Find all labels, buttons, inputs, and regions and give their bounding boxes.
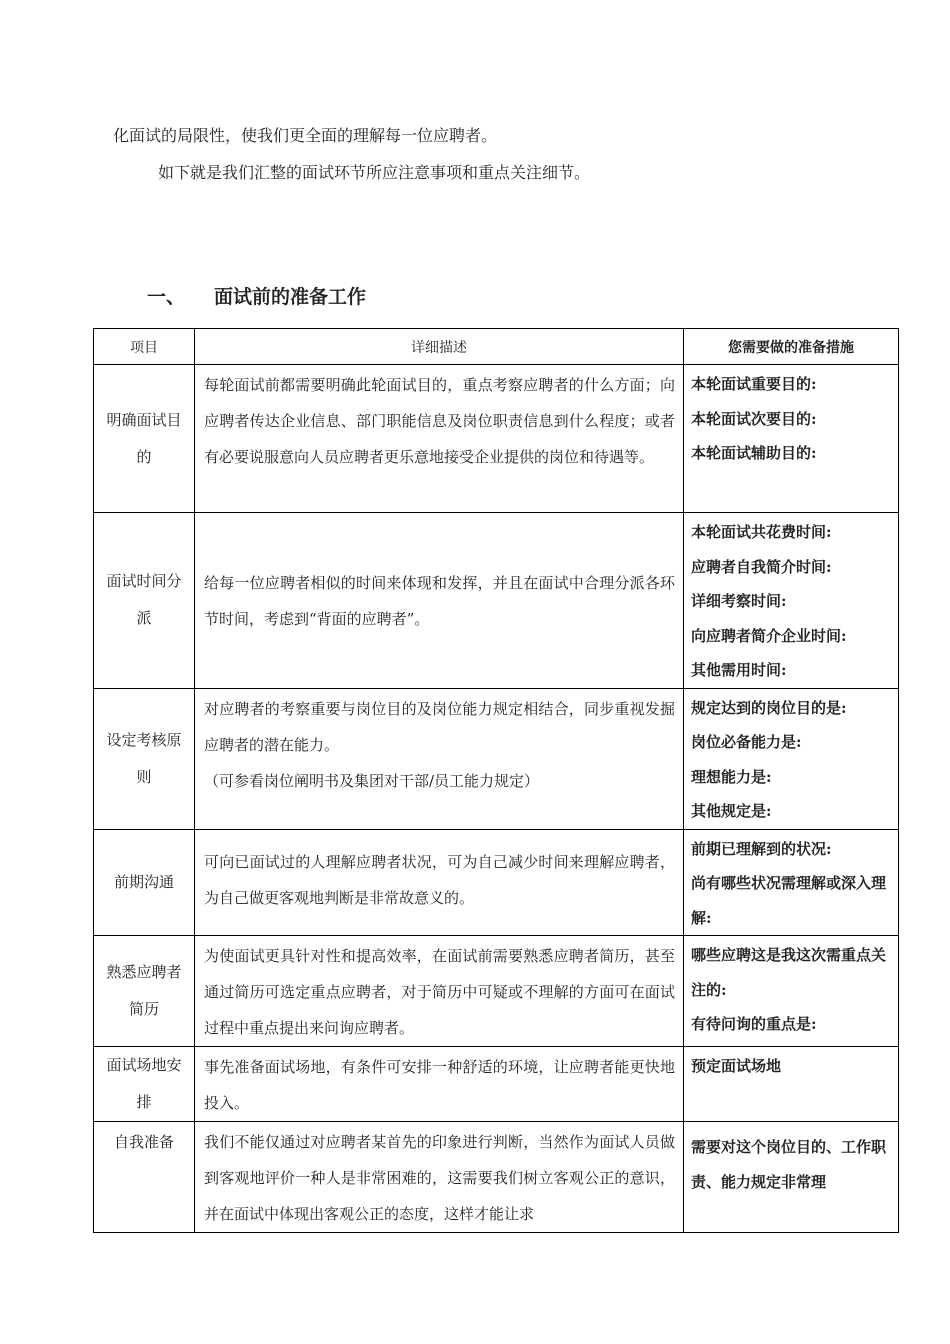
measure-item: 预定面试场地 (691, 1057, 782, 1075)
measure-item: 岗位必备能力是: (691, 733, 802, 751)
description-note: （可参看岗位阐明书及集团对干部/员工能力规定） (204, 771, 540, 790)
row-description (195, 513, 684, 689)
table-row (94, 1122, 899, 1233)
table-row (94, 365, 899, 513)
table-row (94, 829, 899, 936)
measure-item: 规定达到的岗位目的是: (691, 698, 847, 717)
header-measures: 您需要做的准备措施 (684, 329, 899, 365)
table-row (94, 513, 899, 689)
measure-item: 其他需用时间: (691, 661, 787, 679)
row-item: 面试场地安排 (94, 1047, 195, 1122)
row-measures (684, 1122, 899, 1233)
row-item: 自我准备 (94, 1122, 195, 1233)
description-text: 对应聘者的考察重要与岗位目的及岗位能力规定相结合，同步重视发掘应聘者的潜在能力。 (204, 699, 675, 754)
row-item: 前期沟通 (94, 829, 195, 936)
section-title: 面试前的准备工作 (214, 286, 367, 308)
row-description (195, 1122, 684, 1233)
description-text: 给每一位应聘者相似的时间来体现和发挥，并且在面试中合理分派各环节时间，考虑到“背面的应聘者”。 (204, 574, 675, 629)
table-row (94, 688, 899, 829)
row-item: 熟悉应聘者简历 (94, 936, 195, 1047)
measure-item: 前期已理解到的状况: (691, 839, 832, 858)
measure-item: 本轮面试重要目的: (691, 375, 817, 393)
measure-item: 哪些应聘这是我这次需重点关注的: (691, 946, 887, 999)
header-item: 项目 (94, 329, 195, 365)
header-description: 详细描述 (195, 329, 684, 365)
preparation-table (93, 328, 899, 1233)
description-text: 每轮面试前都需要明确此轮面试目的，重点考察应聘者的什么方面；向应聘者传达企业信息、部门职能信息及岗位职责信息到什么程度；或者有必要说服意向人员应聘者更乐意地接受企业提供的岗位和待遇等。 (204, 376, 675, 466)
measure-item: 有待问询的重点是: (691, 1015, 817, 1033)
measure-item: 理想能力是: (691, 767, 772, 786)
description-text: 我们不能仅通过对应聘者某首先的印象进行判断，当然作为面试人员做到客观地评价一种人是非常困难的，这需要我们树立客观公正的意识，并在面试中体现出客观公正的态度，这样才能让求 (204, 1133, 675, 1223)
row-measures (684, 365, 899, 513)
measure-item: 需要对这个岗位目的、工作职责、能力规定非常理 (691, 1138, 887, 1191)
table-header-row (94, 329, 899, 365)
row-description (195, 936, 684, 1047)
table-row (94, 936, 899, 1047)
row-description (195, 1047, 684, 1122)
measure-item: 向应聘者简介企业时间: (691, 626, 847, 645)
measure-item: 本轮面试共花费时间: (691, 523, 832, 541)
description-text: 为使面试更具针对性和提高效率，在面试前需要熟悉应聘者简历，甚至通过简历可选定重点应聘者，对于简历中可疑或不理解的方面可在面试过程中重点提出来问询应聘者。 (204, 947, 675, 1037)
row-measures (684, 936, 899, 1047)
row-description (195, 688, 684, 829)
table-row (94, 1047, 899, 1122)
description-text: 可向已面试过的人理解应聘者状况，可为自己减少时间来理解应聘者，为自己做更客观地判断是非常故意义的。 (204, 852, 675, 907)
row-measures (684, 829, 899, 936)
measure-item: 尚有哪些状况需理解或深入理解: (691, 874, 887, 927)
measure-item: 详细考察时间: (691, 592, 787, 610)
measure-item: 应聘者自我简介时间: (691, 557, 832, 576)
measure-item: 其他规定是: (691, 802, 772, 820)
row-measures (684, 688, 899, 829)
row-item: 设定考核原则 (94, 688, 195, 829)
row-measures (684, 513, 899, 689)
section-number: 一、 (147, 286, 186, 308)
row-measures (684, 1047, 899, 1122)
description-text: 事先准备面试场地，有条件可安排一种舒适的环境，让应聘者能更快地投入。 (204, 1058, 675, 1112)
intro-line-2: 如下就是我们汇整的面试环节所应注意事项和重点关注细节。 (158, 163, 591, 182)
row-description (195, 829, 684, 936)
intro-line-1: 化面试的局限性，使我们更全面的理解每一位应聘者。 (113, 126, 498, 145)
measure-item: 本轮面试次要目的: (691, 409, 817, 428)
measure-item: 本轮面试辅助目的: (691, 444, 817, 462)
row-item: 明确面试目的 (94, 365, 195, 513)
row-description (195, 365, 684, 513)
row-item: 面试时间分派 (94, 513, 195, 689)
